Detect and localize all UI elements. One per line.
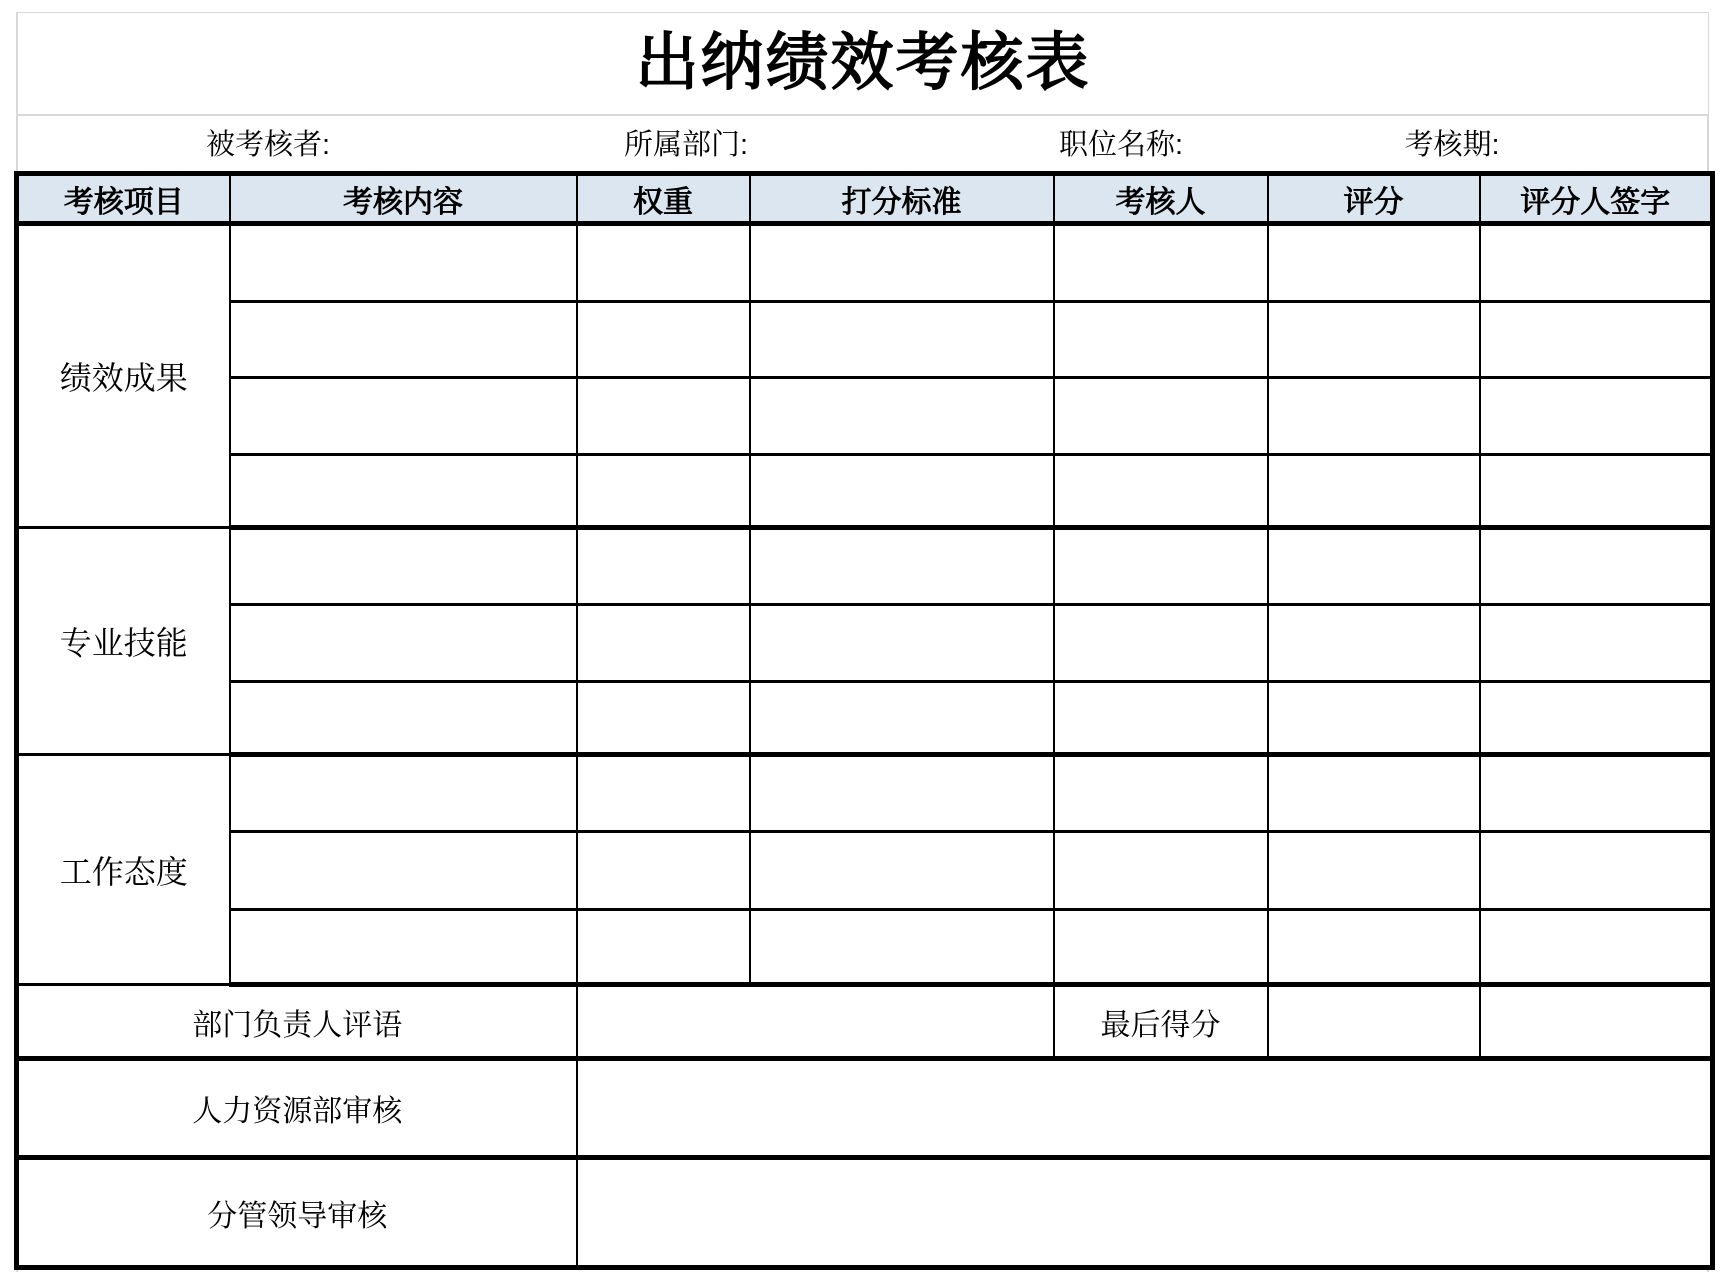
blank-cell[interactable] [750, 378, 1054, 455]
blank-cell[interactable] [230, 378, 577, 455]
hr-review-label: 人力资源部审核 [17, 1059, 577, 1158]
blank-cell[interactable] [1054, 682, 1268, 755]
blank-cell[interactable] [1268, 682, 1480, 755]
blank-cell[interactable] [1054, 302, 1268, 378]
blank-cell[interactable] [577, 528, 750, 605]
table-row [17, 302, 1713, 378]
title-band [18, 13, 1708, 116]
blank-cell[interactable] [1268, 224, 1480, 302]
blank-cell[interactable] [1054, 224, 1268, 302]
blank-cell[interactable] [1480, 302, 1713, 378]
header-row [17, 174, 1713, 224]
header-signature: 评分人签字 [1480, 174, 1713, 224]
table-row [17, 455, 1713, 528]
header-assessor: 考核人 [1054, 174, 1268, 224]
blank-cell[interactable] [577, 755, 750, 832]
blank-cell[interactable] [750, 224, 1054, 302]
blank-cell[interactable] [1054, 605, 1268, 682]
assessment-table [14, 171, 1715, 1270]
blank-cell[interactable] [1480, 985, 1713, 1059]
blank-cell[interactable] [1268, 528, 1480, 605]
table-row [17, 528, 1713, 605]
header-content: 考核内容 [230, 174, 577, 224]
blank-cell[interactable] [750, 605, 1054, 682]
position-label: 职位名称: [1058, 129, 1184, 161]
blank-cell[interactable] [1054, 910, 1268, 985]
blank-cell[interactable] [750, 910, 1054, 985]
blank-cell[interactable] [1480, 755, 1713, 832]
blank-cell[interactable] [577, 224, 750, 302]
blank-cell[interactable] [1480, 910, 1713, 985]
manager-comment-label: 部门负责人评语 [17, 985, 577, 1059]
blank-cell[interactable] [1268, 910, 1480, 985]
blank-cell[interactable] [577, 682, 750, 755]
blank-cell[interactable] [577, 605, 750, 682]
assessee-label: 被考核者: [205, 129, 331, 161]
blank-cell[interactable] [750, 832, 1054, 910]
table-row [17, 224, 1713, 302]
blank-cell[interactable] [230, 682, 577, 755]
table-row [17, 682, 1713, 755]
blank-cell[interactable] [750, 682, 1054, 755]
manager-comment-input[interactable] [577, 985, 1054, 1059]
blank-cell[interactable] [577, 832, 750, 910]
blank-cell[interactable] [1480, 378, 1713, 455]
blank-cell[interactable] [577, 910, 750, 985]
blank-cell[interactable] [1054, 755, 1268, 832]
hr-review-input[interactable] [577, 1059, 1713, 1158]
blank-cell[interactable] [230, 224, 577, 302]
manager-comment-row [17, 985, 1713, 1059]
hr-review-row [17, 1059, 1713, 1158]
blank-cell[interactable] [577, 302, 750, 378]
blank-cell[interactable] [750, 302, 1054, 378]
blank-cell[interactable] [750, 528, 1054, 605]
blank-cell[interactable] [230, 605, 577, 682]
blank-cell[interactable] [1054, 378, 1268, 455]
final-score-label: 最后得分 [1054, 985, 1268, 1059]
blank-cell[interactable] [1480, 455, 1713, 528]
department-label: 所属部门: [623, 129, 749, 161]
table-row [17, 755, 1713, 832]
leader-review-label: 分管领导审核 [17, 1158, 577, 1268]
blank-cell[interactable] [577, 378, 750, 455]
info-bar [18, 118, 1708, 173]
blank-cell[interactable] [1480, 528, 1713, 605]
blank-cell[interactable] [1054, 832, 1268, 910]
blank-cell[interactable] [1268, 832, 1480, 910]
blank-cell[interactable] [230, 755, 577, 832]
blank-cell[interactable] [1480, 605, 1713, 682]
final-score-input[interactable] [1268, 985, 1480, 1059]
blank-cell[interactable] [1268, 605, 1480, 682]
blank-cell[interactable] [230, 528, 577, 605]
group-label-skills: 专业技能 [17, 528, 230, 755]
blank-cell[interactable] [577, 455, 750, 528]
blank-cell[interactable] [230, 455, 577, 528]
blank-cell[interactable] [750, 455, 1054, 528]
blank-cell[interactable] [1268, 302, 1480, 378]
header-weight: 权重 [577, 174, 750, 224]
table-row [17, 832, 1713, 910]
blank-cell[interactable] [230, 832, 577, 910]
blank-cell[interactable] [230, 302, 577, 378]
leader-review-input[interactable] [577, 1158, 1713, 1268]
blank-cell[interactable] [230, 910, 577, 985]
blank-cell[interactable] [1480, 682, 1713, 755]
blank-cell[interactable] [750, 755, 1054, 832]
table-row [17, 605, 1713, 682]
period-label: 考核期: [1404, 129, 1500, 161]
header-score: 评分 [1268, 174, 1480, 224]
table-row [17, 910, 1713, 985]
blank-cell[interactable] [1054, 528, 1268, 605]
group-label-performance: 绩效成果 [17, 224, 230, 528]
blank-cell[interactable] [1268, 378, 1480, 455]
page-title: 出纳绩效考核表 [635, 28, 1091, 98]
blank-cell[interactable] [1268, 755, 1480, 832]
blank-cell[interactable] [1480, 224, 1713, 302]
header-standard: 打分标准 [750, 174, 1054, 224]
leader-review-row [17, 1158, 1713, 1268]
blank-cell[interactable] [1268, 455, 1480, 528]
table-row [17, 378, 1713, 455]
header-item: 考核项目 [17, 174, 230, 224]
blank-cell[interactable] [1054, 455, 1268, 528]
group-label-attitude: 工作态度 [17, 755, 230, 985]
blank-cell[interactable] [1480, 832, 1713, 910]
